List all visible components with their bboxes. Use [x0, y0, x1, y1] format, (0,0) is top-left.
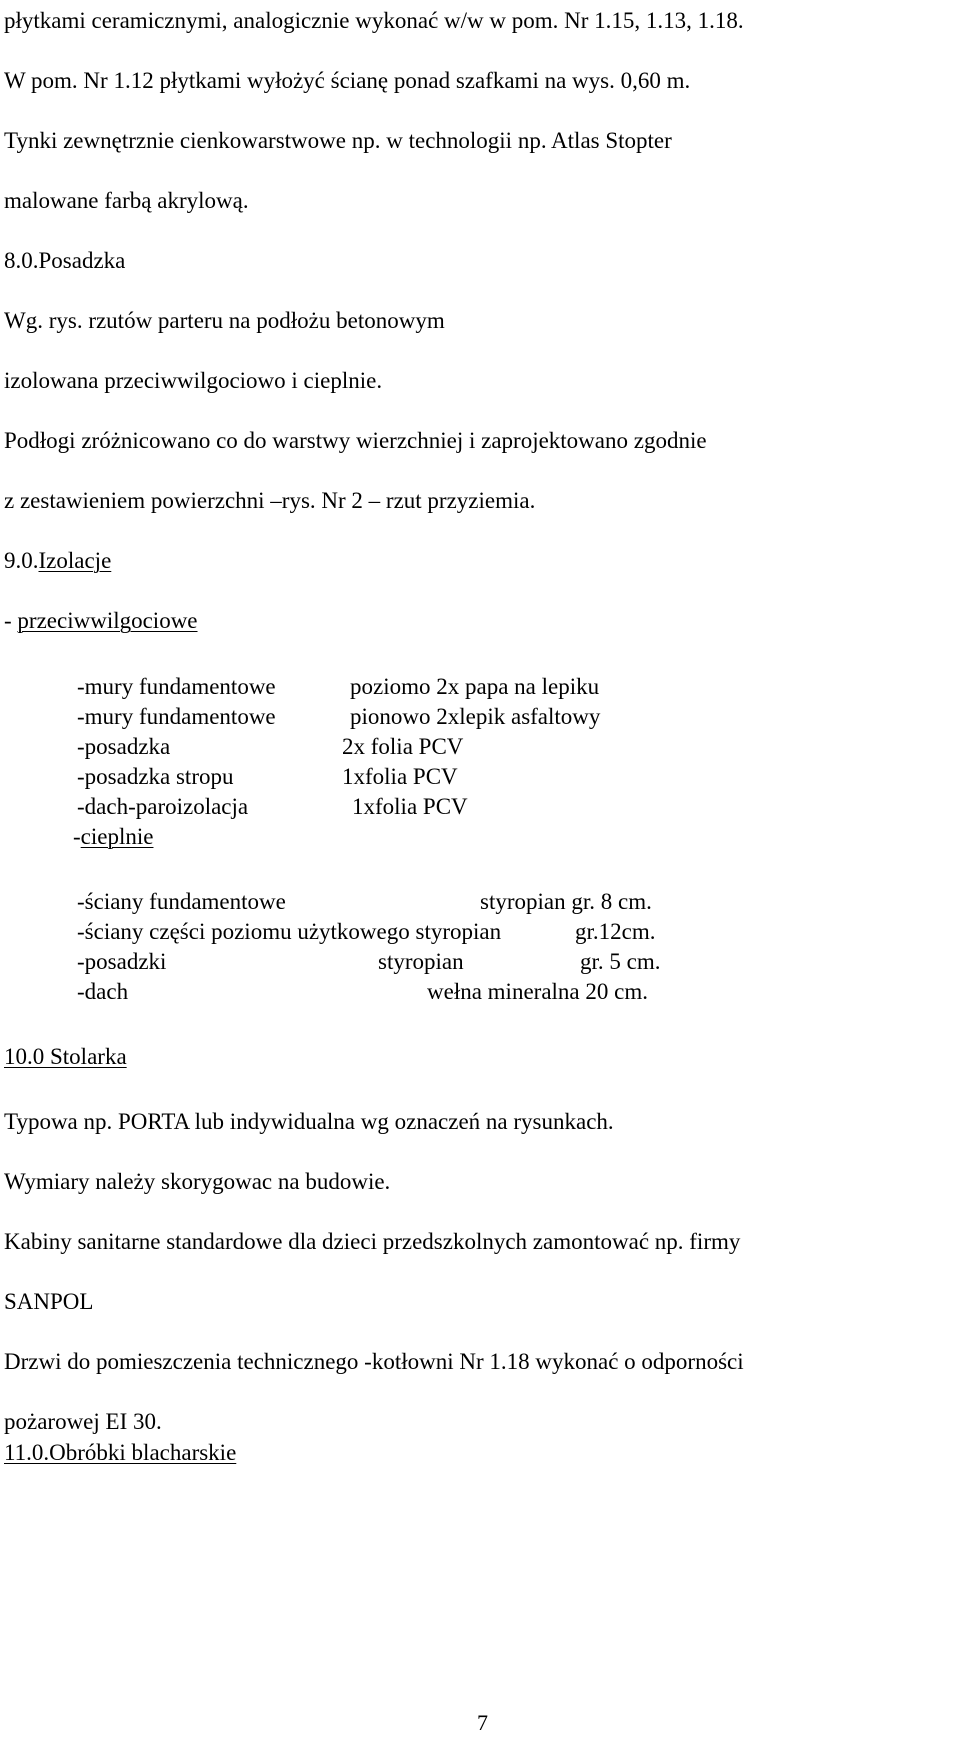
insulation-item: -ściany fundamentowe — [77, 889, 286, 914]
paragraph-line: Wymiary należy skorygowac na budowie. — [4, 1169, 391, 1194]
section-heading-obrobki: 11.0.Obróbki blacharskie — [4, 1440, 237, 1465]
insulation-spec-extra: gr. 5 cm. — [580, 949, 661, 974]
insulation-spec: wełna mineralna 20 cm. — [427, 979, 648, 1004]
paragraph-line: W pom. Nr 1.12 płytkami wyłożyć ścianę ponad szafkami na wys. 0,60 m. — [4, 68, 691, 93]
subheading-text: cieplnie — [80, 824, 154, 849]
insulation-spec: poziomo 2x papa na lepiku — [350, 674, 600, 699]
paragraph-line: SANPOL — [4, 1289, 94, 1314]
insulation-item: -mury fundamentowe — [77, 704, 276, 729]
insulation-spec: gr.12cm. — [575, 919, 656, 944]
subheading-dash: - — [73, 824, 81, 849]
insulation-spec: 1xfolia PCV — [352, 794, 468, 819]
section-heading-izolacje — [4, 549, 111, 572]
insulation-spec: 2x folia PCV — [342, 734, 464, 759]
paragraph-line: Wg. rys. rzutów parteru na podłożu betonowym — [4, 308, 445, 333]
page-number: 7 — [477, 1710, 488, 1735]
insulation-item: -mury fundamentowe — [77, 674, 276, 699]
paragraph-line: izolowana przeciwwilgociowo i cieplnie. — [4, 368, 383, 393]
insulation-spec: styropian — [378, 949, 464, 974]
insulation-spec: styropian gr. 8 cm. — [480, 889, 652, 914]
heading-text: Izolacje — [38, 548, 112, 573]
insulation-item: -dach-paroizolacja — [77, 794, 249, 819]
insulation-item: -posadzka — [77, 734, 171, 759]
subheading-text: przeciwwilgociowe — [17, 608, 198, 633]
paragraph-line: Podłogi zróżnicowano co do warstwy wierzchniej i zaprojektowano zgodnie — [4, 428, 707, 453]
paragraph-line: płytkami ceramicznymi, analogicznie wykonać w/w w pom. Nr 1.15, 1.13, 1.18. — [4, 8, 744, 33]
paragraph-line: z zestawieniem powierzchni –rys. Nr 2 – rzut przyziemia. — [4, 488, 536, 513]
paragraph-line: Tynki zewnętrznie cienkowarstwowe np. w technologii np. Atlas Stopter — [4, 128, 672, 153]
section-heading-posadzka: 8.0.Posadzka — [4, 248, 126, 273]
insulation-item: -posadzki — [77, 949, 167, 974]
insulation-spec: 1xfolia PCV — [342, 764, 458, 789]
paragraph-line: Kabiny sanitarne standardowe dla dzieci przedszkolnych zamontować np. firmy — [4, 1229, 741, 1254]
paragraph-line: malowane farbą akrylową. — [4, 188, 249, 213]
subheading-thermal — [73, 825, 153, 848]
heading-number: 9.0. — [4, 548, 39, 573]
subheading-dash: - — [4, 608, 18, 633]
insulation-item: -ściany części poziomu użytkowego styropian — [77, 919, 502, 944]
paragraph-line: Drzwi do pomieszczenia technicznego -kotłowni Nr 1.18 wykonać o odporności — [4, 1349, 744, 1374]
paragraph-line: Typowa np. PORTA lub indywidualna wg oznaczeń na rysunkach. — [4, 1109, 614, 1134]
insulation-item: -dach — [77, 979, 129, 1004]
subheading-moisture — [4, 609, 198, 632]
section-heading-stolarka: 10.0 Stolarka — [4, 1044, 127, 1069]
insulation-item: -posadzka stropu — [77, 764, 234, 789]
insulation-spec: pionowo 2xlepik asfaltowy — [350, 704, 601, 729]
paragraph-line: pożarowej EI 30. — [4, 1409, 162, 1434]
